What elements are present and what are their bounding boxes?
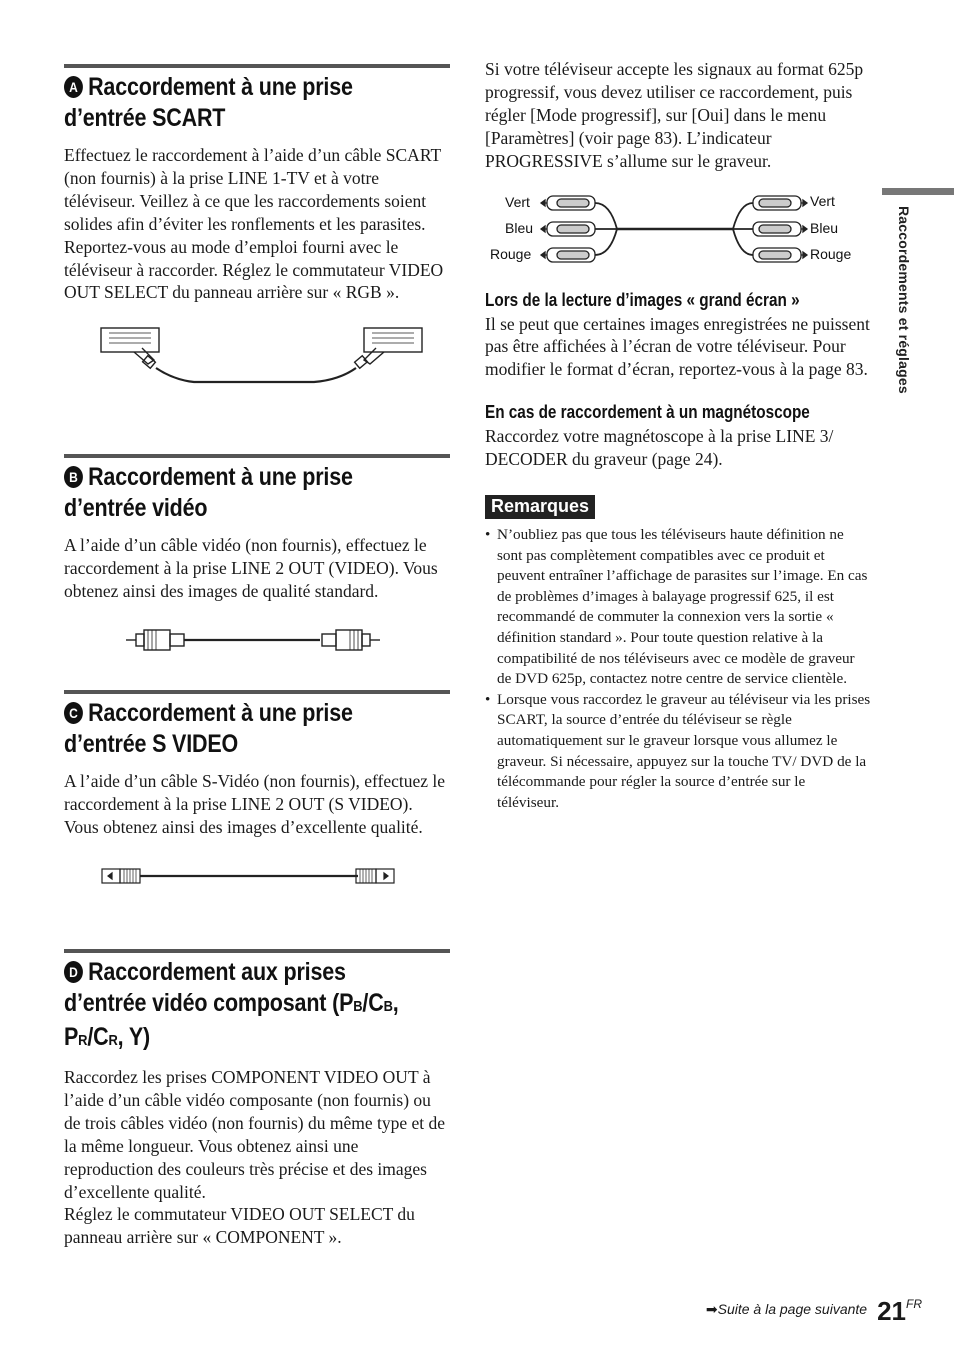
- page-footer: [706, 1296, 922, 1327]
- section-heading: B Raccordement à une prise d’entrée vidéo: [64, 463, 353, 522]
- side-tab-marker: [882, 188, 954, 195]
- section-s-video: [64, 690, 450, 891]
- right-column: [485, 58, 871, 813]
- svg-text:Rouge: Rouge: [810, 245, 852, 262]
- section-rule: [64, 64, 450, 68]
- svg-text:Vert: Vert: [810, 192, 835, 209]
- continue-note: ➡Suite à la page suivante: [705, 1301, 868, 1317]
- section-marker: C: [64, 702, 83, 724]
- section-scart: [64, 64, 450, 392]
- wide-screen-text: Il se peut que certaines images enregistrées ne puissent pas être affichées à l’écran de votre téléviseur. Pour modifier le format d’écran, reportez-vous à la page 83.: [485, 313, 870, 380]
- section-heading: A Raccordement à une prise d’entrée SCART: [64, 73, 353, 132]
- notes-block: [485, 495, 871, 813]
- section-rule: [64, 454, 450, 458]
- paragraph: Effectuez le raccordement à l’aide d’un câble SCART (non fournis) à la prise LINE 1-TV et à votre téléviseur. Veillez à ce que les raccordements soient solides afin d’éviter les ronflements et les parasites.: [64, 145, 441, 234]
- svg-text:Bleu: Bleu: [810, 219, 839, 236]
- paragraph: Si votre téléviseur accepte les signaux au format 625p progressif, vous devez utiliser ce raccordement, puis régler [Mode progressif], sur [Oui] dans le menu [Paramètres] (voir page 83). L’indicateur PROGRESSIVE s’allume sur le graveur.: [485, 59, 864, 171]
- section-body: [64, 144, 450, 304]
- section-marker: A: [64, 76, 83, 98]
- scart-cable-illustration: [64, 322, 450, 392]
- vcr-heading: En cas de raccordement à un magnétoscope: [485, 402, 810, 423]
- vcr-text: Raccordez votre magnétoscope à la prise LINE 3/ DECODER du graveur (page 24).: [485, 426, 834, 470]
- notes-label: Remarques: [485, 495, 595, 519]
- list-item: • Lorsque vous raccordez le graveur au téléviseur via les prises SCART, la source d’entrée du téléviseur se règle automatiquement sur le graveur lorsque vous allumez le graveur. Si nécessaire, appuyez sur la touche TV/ DVD de la télécommande pour régler la source d’entrée sur le téléviseur.: [485, 690, 871, 814]
- section-heading: C Raccordement à une prise d’entrée S VIDEO: [64, 699, 353, 758]
- section-heading: D Raccordement aux prises d’entrée vidéo composant (PB/CB, PR/CR, Y): [64, 958, 399, 1051]
- section-rule: [64, 690, 450, 694]
- section-component: [64, 949, 450, 1249]
- section-marker: B: [64, 466, 83, 488]
- svg-text:Vert: Vert: [505, 193, 530, 210]
- svg-text:Bleu: Bleu: [505, 219, 534, 236]
- section-marker: D: [64, 961, 83, 983]
- paragraph: A l’aide d’un câble S-Vidéo (non fournis), effectuez le raccordement à la prise LINE 2 OUT (S VIDEO). Vous obtenez ainsi des images d’excellente qualité.: [64, 771, 446, 837]
- component-cable-illustration: [485, 187, 871, 267]
- section-body: [64, 1066, 450, 1249]
- svg-text:Rouge: Rouge: [490, 245, 532, 262]
- section-body: [64, 534, 450, 603]
- video-cable-illustration: [64, 625, 450, 655]
- list-item: • N’oubliez pas que tous les téléviseurs haute définition ne sont pas complètement compatibles avec ce produit et peuvent entraîner l’affichage de parasites sur l’image. En cas de problèmes d’images à balayage progressif 625, il est recommandé de commuter la connexion vers la sortie « définition standard ». Pour toute question relative à la compatibilité de nos téléviseurs avec ce modèle de graveur de DVD 625p, contactez notre centre de service clientèle.: [485, 525, 871, 690]
- paragraph: Reportez-vous au mode d’emploi fourni avec le téléviseur à raccorder. Réglez le commutateur VIDEO OUT SELECT du panneau arrière sur « RGB ».: [64, 236, 444, 303]
- progressive-intro: [485, 58, 871, 173]
- notes-list: [485, 525, 871, 813]
- paragraph: Réglez le commutateur VIDEO OUT SELECT du panneau arrière sur « COMPONENT ».: [64, 1204, 415, 1248]
- section-body: [64, 770, 450, 839]
- section-rule: [64, 949, 450, 953]
- section-video: [64, 454, 450, 655]
- wide-screen-heading: Lors de la lecture d’images « grand écran »: [485, 289, 800, 310]
- s-video-cable-illustration: [64, 861, 450, 891]
- paragraph: A l’aide d’un câble vidéo (non fournis), effectuez le raccordement à la prise LINE 2 OUT (VIDEO). Vous obtenez ainsi des images de qualité standard.: [64, 535, 438, 601]
- side-tab-label: Raccordements et réglages: [896, 206, 912, 394]
- language-code: FR: [906, 1297, 922, 1311]
- paragraph: Raccordez les prises COMPONENT VIDEO OUT à l’aide d’un câble vidéo composante (non fournis) ou de trois câbles vidéo (non fournis) du même type et de la même longueur. Vous obtenez ainsi une reproduction des couleurs très précise et des images d’excellente qualité.: [64, 1067, 446, 1202]
- page-number: 21: [877, 1296, 906, 1326]
- arrow-right-icon: ➡: [705, 1301, 718, 1317]
